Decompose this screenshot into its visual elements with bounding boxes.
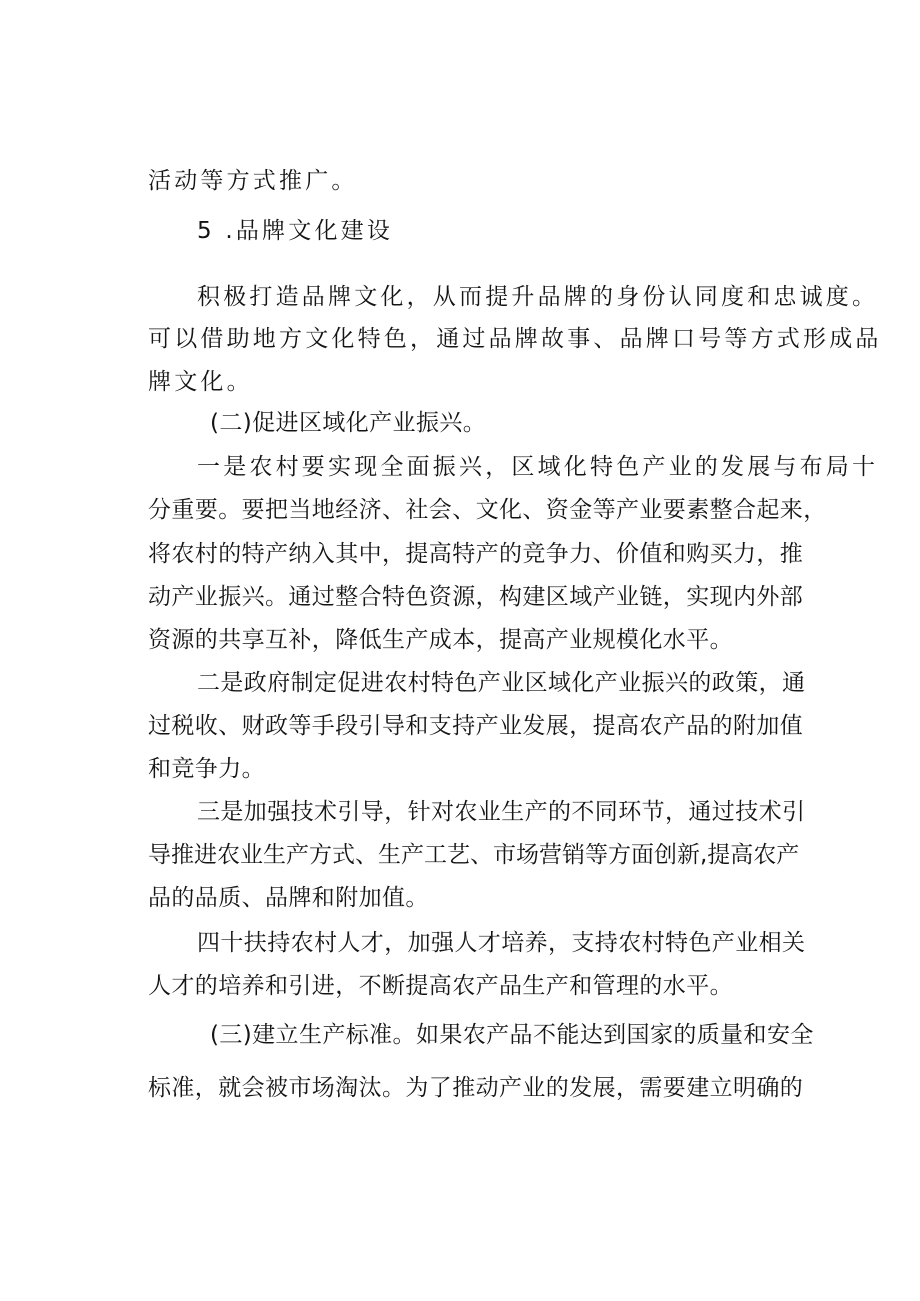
paragraph-line: 过税收、财政等手段引导和支持产业发展，提高农产品的附加值	[148, 713, 804, 739]
paragraph-line: 牌文化。	[148, 369, 253, 395]
paragraph-line: 活动等方式推广。	[148, 168, 358, 194]
paragraph-line: 品的品质、品牌和附加值。	[148, 885, 429, 911]
paragraph-line: 分重要。要把当地经济、社会、文化、资金等产业要素整合起来，	[148, 497, 827, 523]
paragraph-line: 将农村的特产纳入其中，提高特产的竞争力、价值和购买力，推	[148, 541, 804, 567]
paragraph-line: 人才的培养和引进，不断提高农产品生产和管理的水平。	[148, 973, 733, 999]
paragraph-line: 导推进农业生产方式、生产工艺、市场营销等方面创新,提高农产	[148, 842, 800, 868]
paragraph-line: 四十扶持农村人才，加强人才培养，支持农村特色产业相关	[197, 930, 806, 956]
paragraph-line: 积极打造品牌文化，从而提升品牌的身份认同度和忠诚度。	[197, 284, 879, 310]
paragraph-line: 和竞争力。	[148, 756, 265, 782]
paragraph-line: 资源的共享互补，降低生产成本，提高产业规模化水平。	[148, 627, 733, 653]
paragraph-line: 一是农村要实现全面振兴，区域化特色产业的发展与布局十	[197, 454, 879, 480]
paragraph-line: 三是加强技术引导，针对农业生产的不同环节，通过技术引	[197, 799, 806, 825]
section-heading: 5 .品牌文化建设	[197, 218, 394, 244]
section-heading: (二)促进区域化产业振兴。	[210, 410, 487, 436]
paragraph-line: 可以借助地方文化特色，通过品牌故事、品牌口号等方式形成品	[148, 326, 882, 352]
paragraph-line: 二是政府制定促进农村特色产业区域化产业振兴的政策，通	[197, 670, 806, 696]
paragraph-line: 标准，就会被市场淘汰。为了推动产业的发展，需要建立明确的	[148, 1075, 804, 1101]
paragraph-line: 动产业振兴。通过整合特色资源，构建区域产业链，实现内外部	[148, 584, 804, 610]
section-heading: (三)建立生产标准。如果农产品不能达到国家的质量和安全	[210, 1022, 814, 1048]
